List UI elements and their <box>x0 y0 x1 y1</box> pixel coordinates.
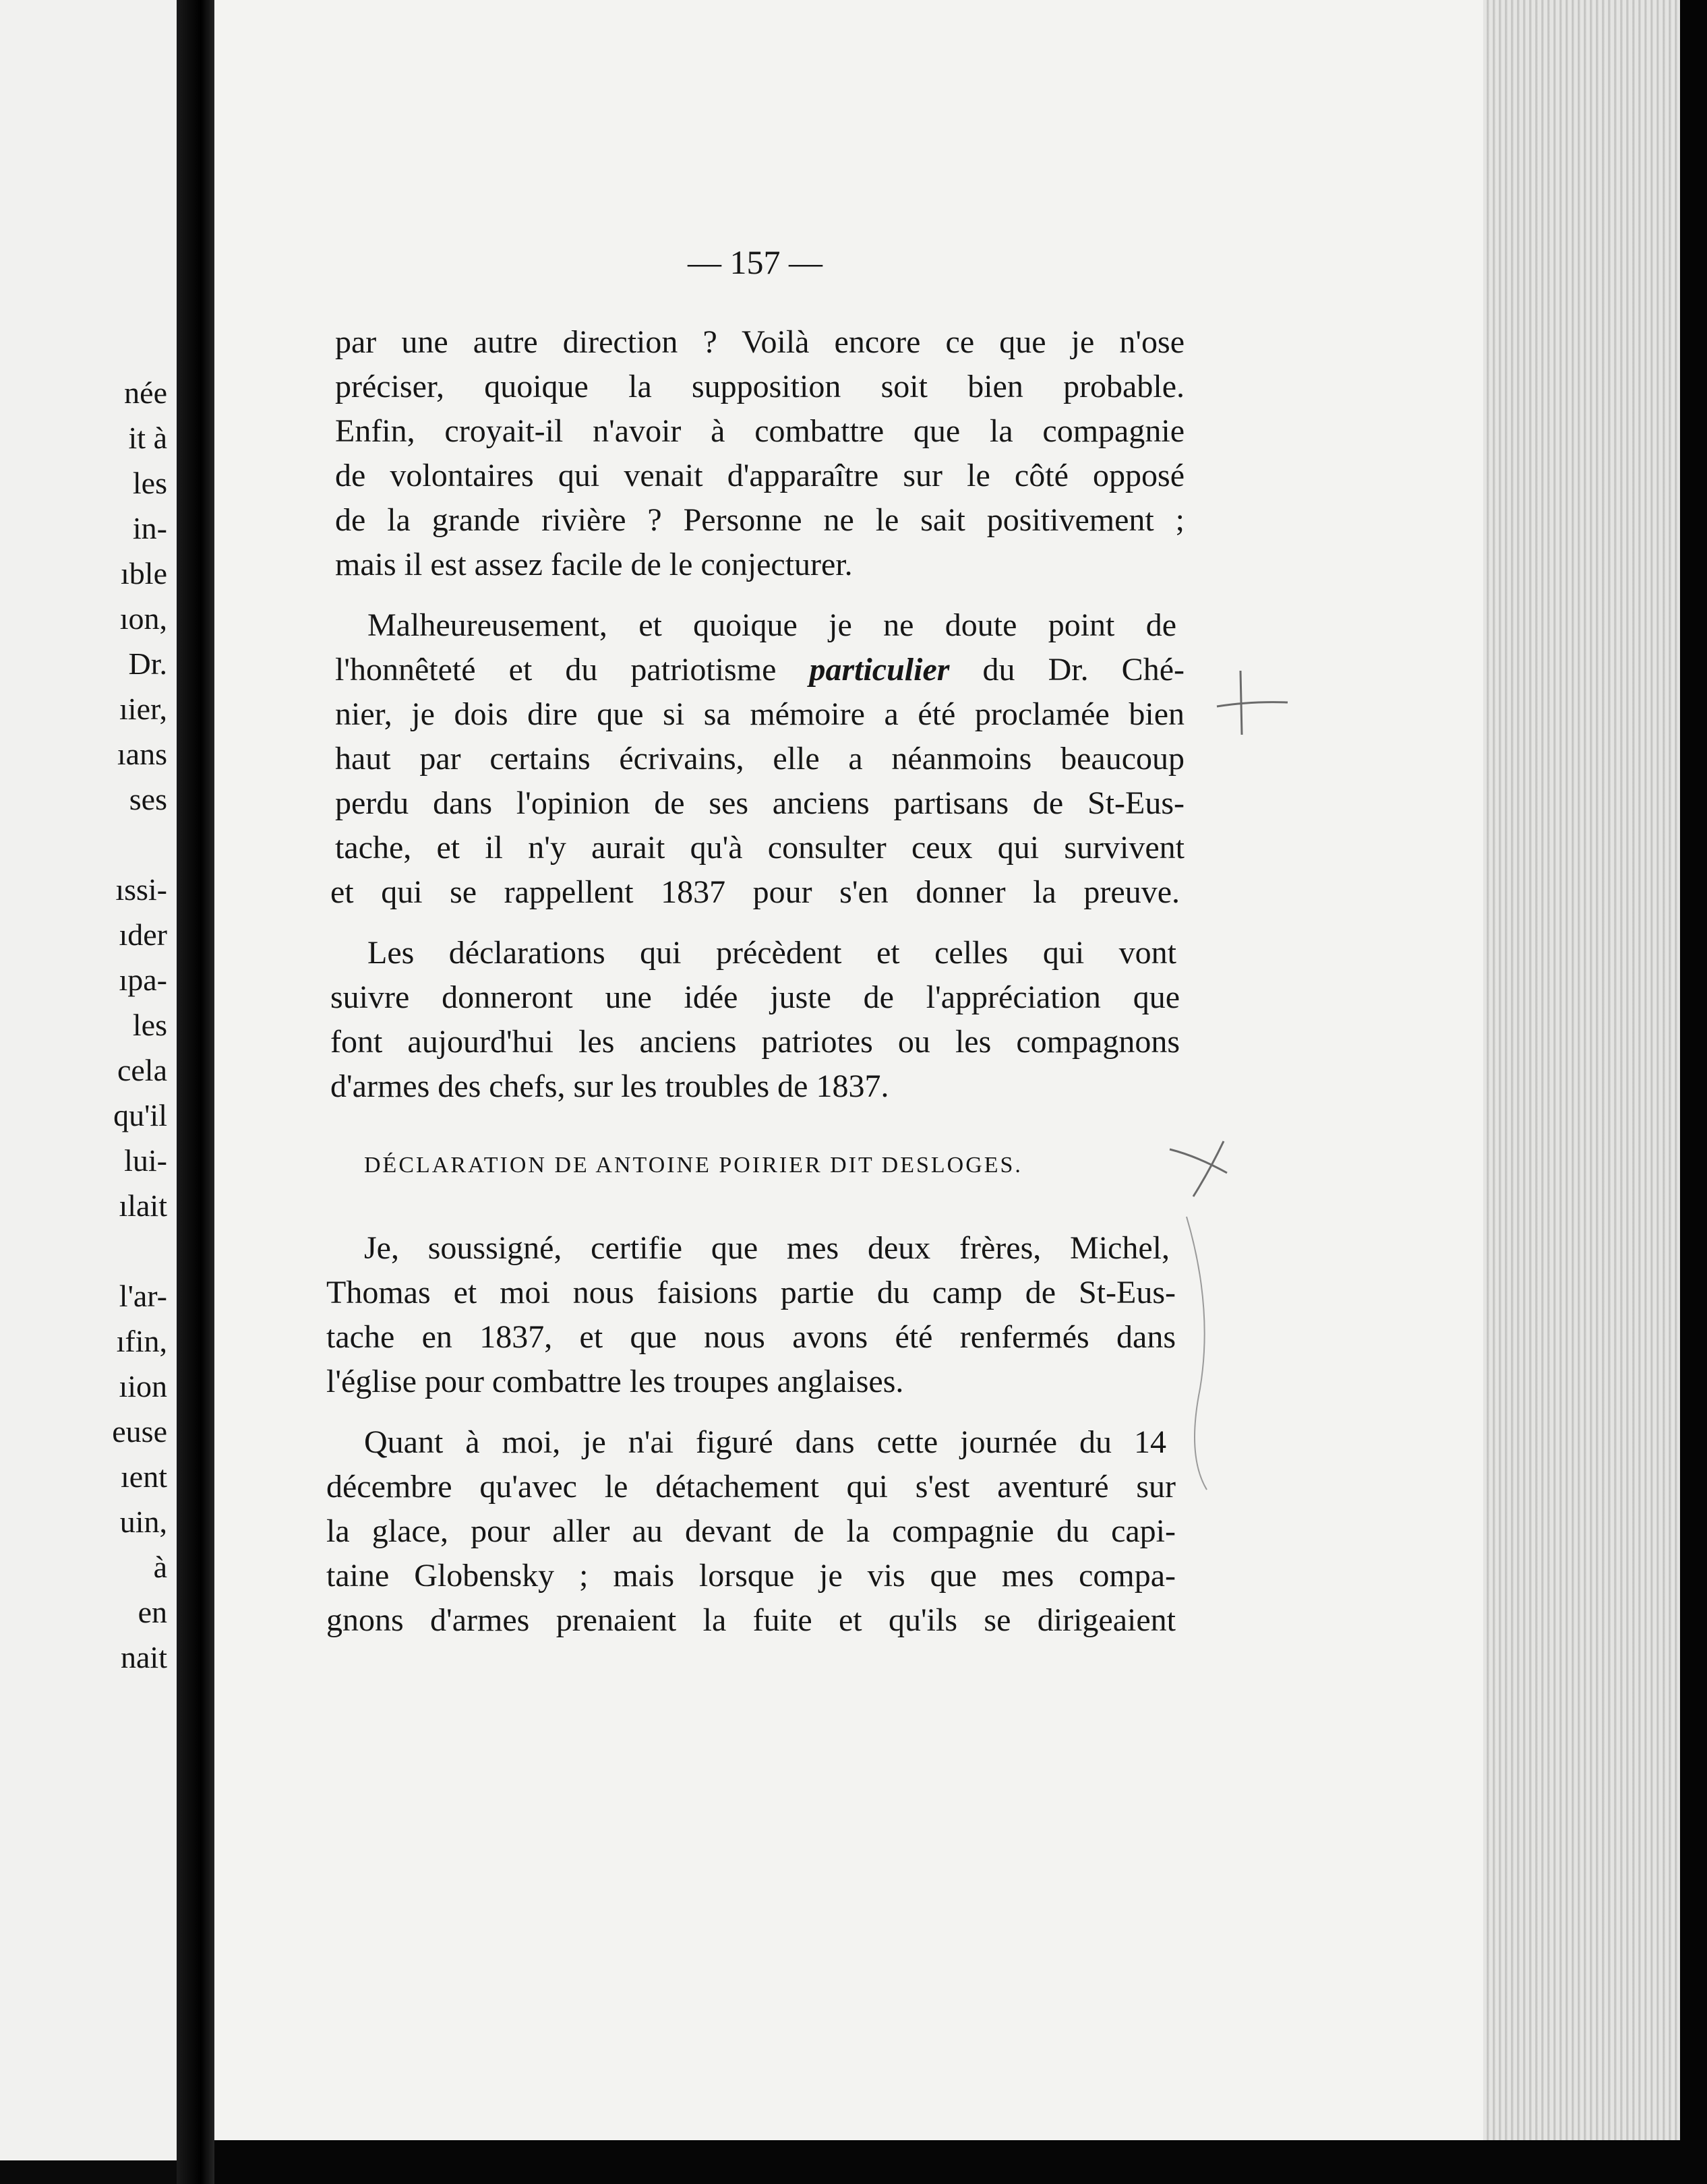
page-stack-edge <box>1483 0 1680 2154</box>
left-fragment: née <box>124 375 167 410</box>
text-line: Les déclarations qui précèdent et celles qui vont <box>367 935 1176 971</box>
left-fragment: it à <box>128 421 167 455</box>
left-fragment: ıent <box>121 1459 167 1494</box>
scan-border-bottom <box>214 2140 1707 2184</box>
left-fragment: qu'il <box>113 1098 167 1132</box>
left-fragment: ıon, <box>119 601 167 636</box>
text-line: de volontaires qui venait d'apparaître sur le côté opposé <box>335 458 1185 493</box>
text-line: font aujourd'hui les anciens patriotes ou les compagnons <box>330 1024 1180 1060</box>
left-fragment: ıans <box>117 737 167 771</box>
text-line: perdu dans l'opinion de ses anciens partisans de St-Eus- <box>335 785 1185 821</box>
left-fragment: l'ar- <box>119 1279 167 1313</box>
left-fragment: ıion <box>119 1369 167 1403</box>
left-fragment: ıier, <box>119 692 167 726</box>
left-fragment: ıpa- <box>119 963 167 997</box>
left-fragment: Dr. <box>128 646 167 681</box>
left-fragment: uin, <box>119 1505 167 1539</box>
left-fragment: ılait <box>119 1188 167 1223</box>
text-line: Quant à moi, je n'ai figuré dans cette journée du 14 <box>364 1424 1166 1460</box>
book-gutter <box>177 0 217 2184</box>
text-line: mais il est assez facile de le conjecturer. <box>335 547 853 582</box>
left-fragment: à <box>153 1550 167 1584</box>
text-line: nier, je dois dire que si sa mémoire a été proclamée bien <box>335 696 1185 732</box>
text-line: d'armes des chefs, sur les troubles de 1837. <box>330 1068 889 1104</box>
text-line: tache, et il n'y aurait qu'à consulter ceux qui survivent <box>335 830 1185 866</box>
text-line: Enfin, croyait-il n'avoir à combattre que la compagnie <box>335 413 1185 449</box>
text-line: décembre qu'avec le détachement qui s'est aventuré sur <box>326 1469 1176 1505</box>
text-line: suivre donneront une idée juste de l'appréciation que <box>330 979 1180 1015</box>
text-line: Malheureusement, et quoique je ne doute point de <box>367 607 1176 643</box>
text-line: haut par certains écrivains, elle a néanmoins beaucoup <box>335 741 1185 777</box>
declaration-heading: DÉCLARATION DE ANTOINE POIRIER DIT DESLOGES. <box>364 1153 1023 1178</box>
text-line: Je, soussigné, certifie que mes deux frères, Michel, <box>364 1230 1170 1266</box>
left-fragment: les <box>132 1008 167 1042</box>
text-line: gnons d'armes prenaient la fuite et qu'ils se dirigeaient <box>326 1602 1176 1638</box>
text-line: taine Globensky ; mais lorsque je vis que mes compa- <box>326 1558 1176 1594</box>
text-line: l'honnêteté et du patriotisme particulier du Dr. Ché- <box>335 652 1185 688</box>
text-line: et qui se rappellent 1837 pour s'en donner la preuve. <box>330 874 1180 910</box>
left-fragment: ıssi- <box>115 872 167 907</box>
left-fragment: lui- <box>124 1143 167 1178</box>
left-fragment: nait <box>121 1640 167 1674</box>
left-fragment: ses <box>129 782 167 816</box>
left-fragment: ıder <box>119 917 167 952</box>
pencil-cross-mark <box>1214 667 1294 741</box>
text-line: par une autre direction ? Voilà encore ce que je n'ose <box>335 324 1185 360</box>
scan-border-right <box>1680 0 1707 2184</box>
pencil-x-mark <box>1163 1136 1244 1203</box>
left-fragment: en <box>138 1595 167 1629</box>
text-line: tache en 1837, et que nous avons été renfermés dans <box>326 1319 1176 1355</box>
text-line: préciser, quoique la supposition soit bien probable. <box>335 369 1185 404</box>
previous-page-fragment <box>0 0 177 2160</box>
text-line: de la grande rivière ? Personne ne le sait positivement ; <box>335 502 1185 538</box>
emphasized-word: particulier <box>809 652 950 688</box>
left-fragment: in- <box>132 511 167 545</box>
left-fragment: les <box>132 466 167 500</box>
pencil-margin-curve <box>1173 1213 1227 1496</box>
left-fragment: ıble <box>121 556 167 590</box>
text-line: la glace, pour aller au devant de la compagnie du capi- <box>326 1513 1176 1549</box>
text-line: l'église pour combattre les troupes anglaises. <box>326 1364 904 1399</box>
text-line: Thomas et moi nous faisions partie du camp de St-Eus- <box>326 1275 1176 1310</box>
left-fragment: euse <box>112 1414 167 1449</box>
left-fragment: ıfin, <box>116 1324 167 1358</box>
left-fragment: cela <box>117 1053 167 1087</box>
page-number: — 157 — <box>688 243 822 281</box>
